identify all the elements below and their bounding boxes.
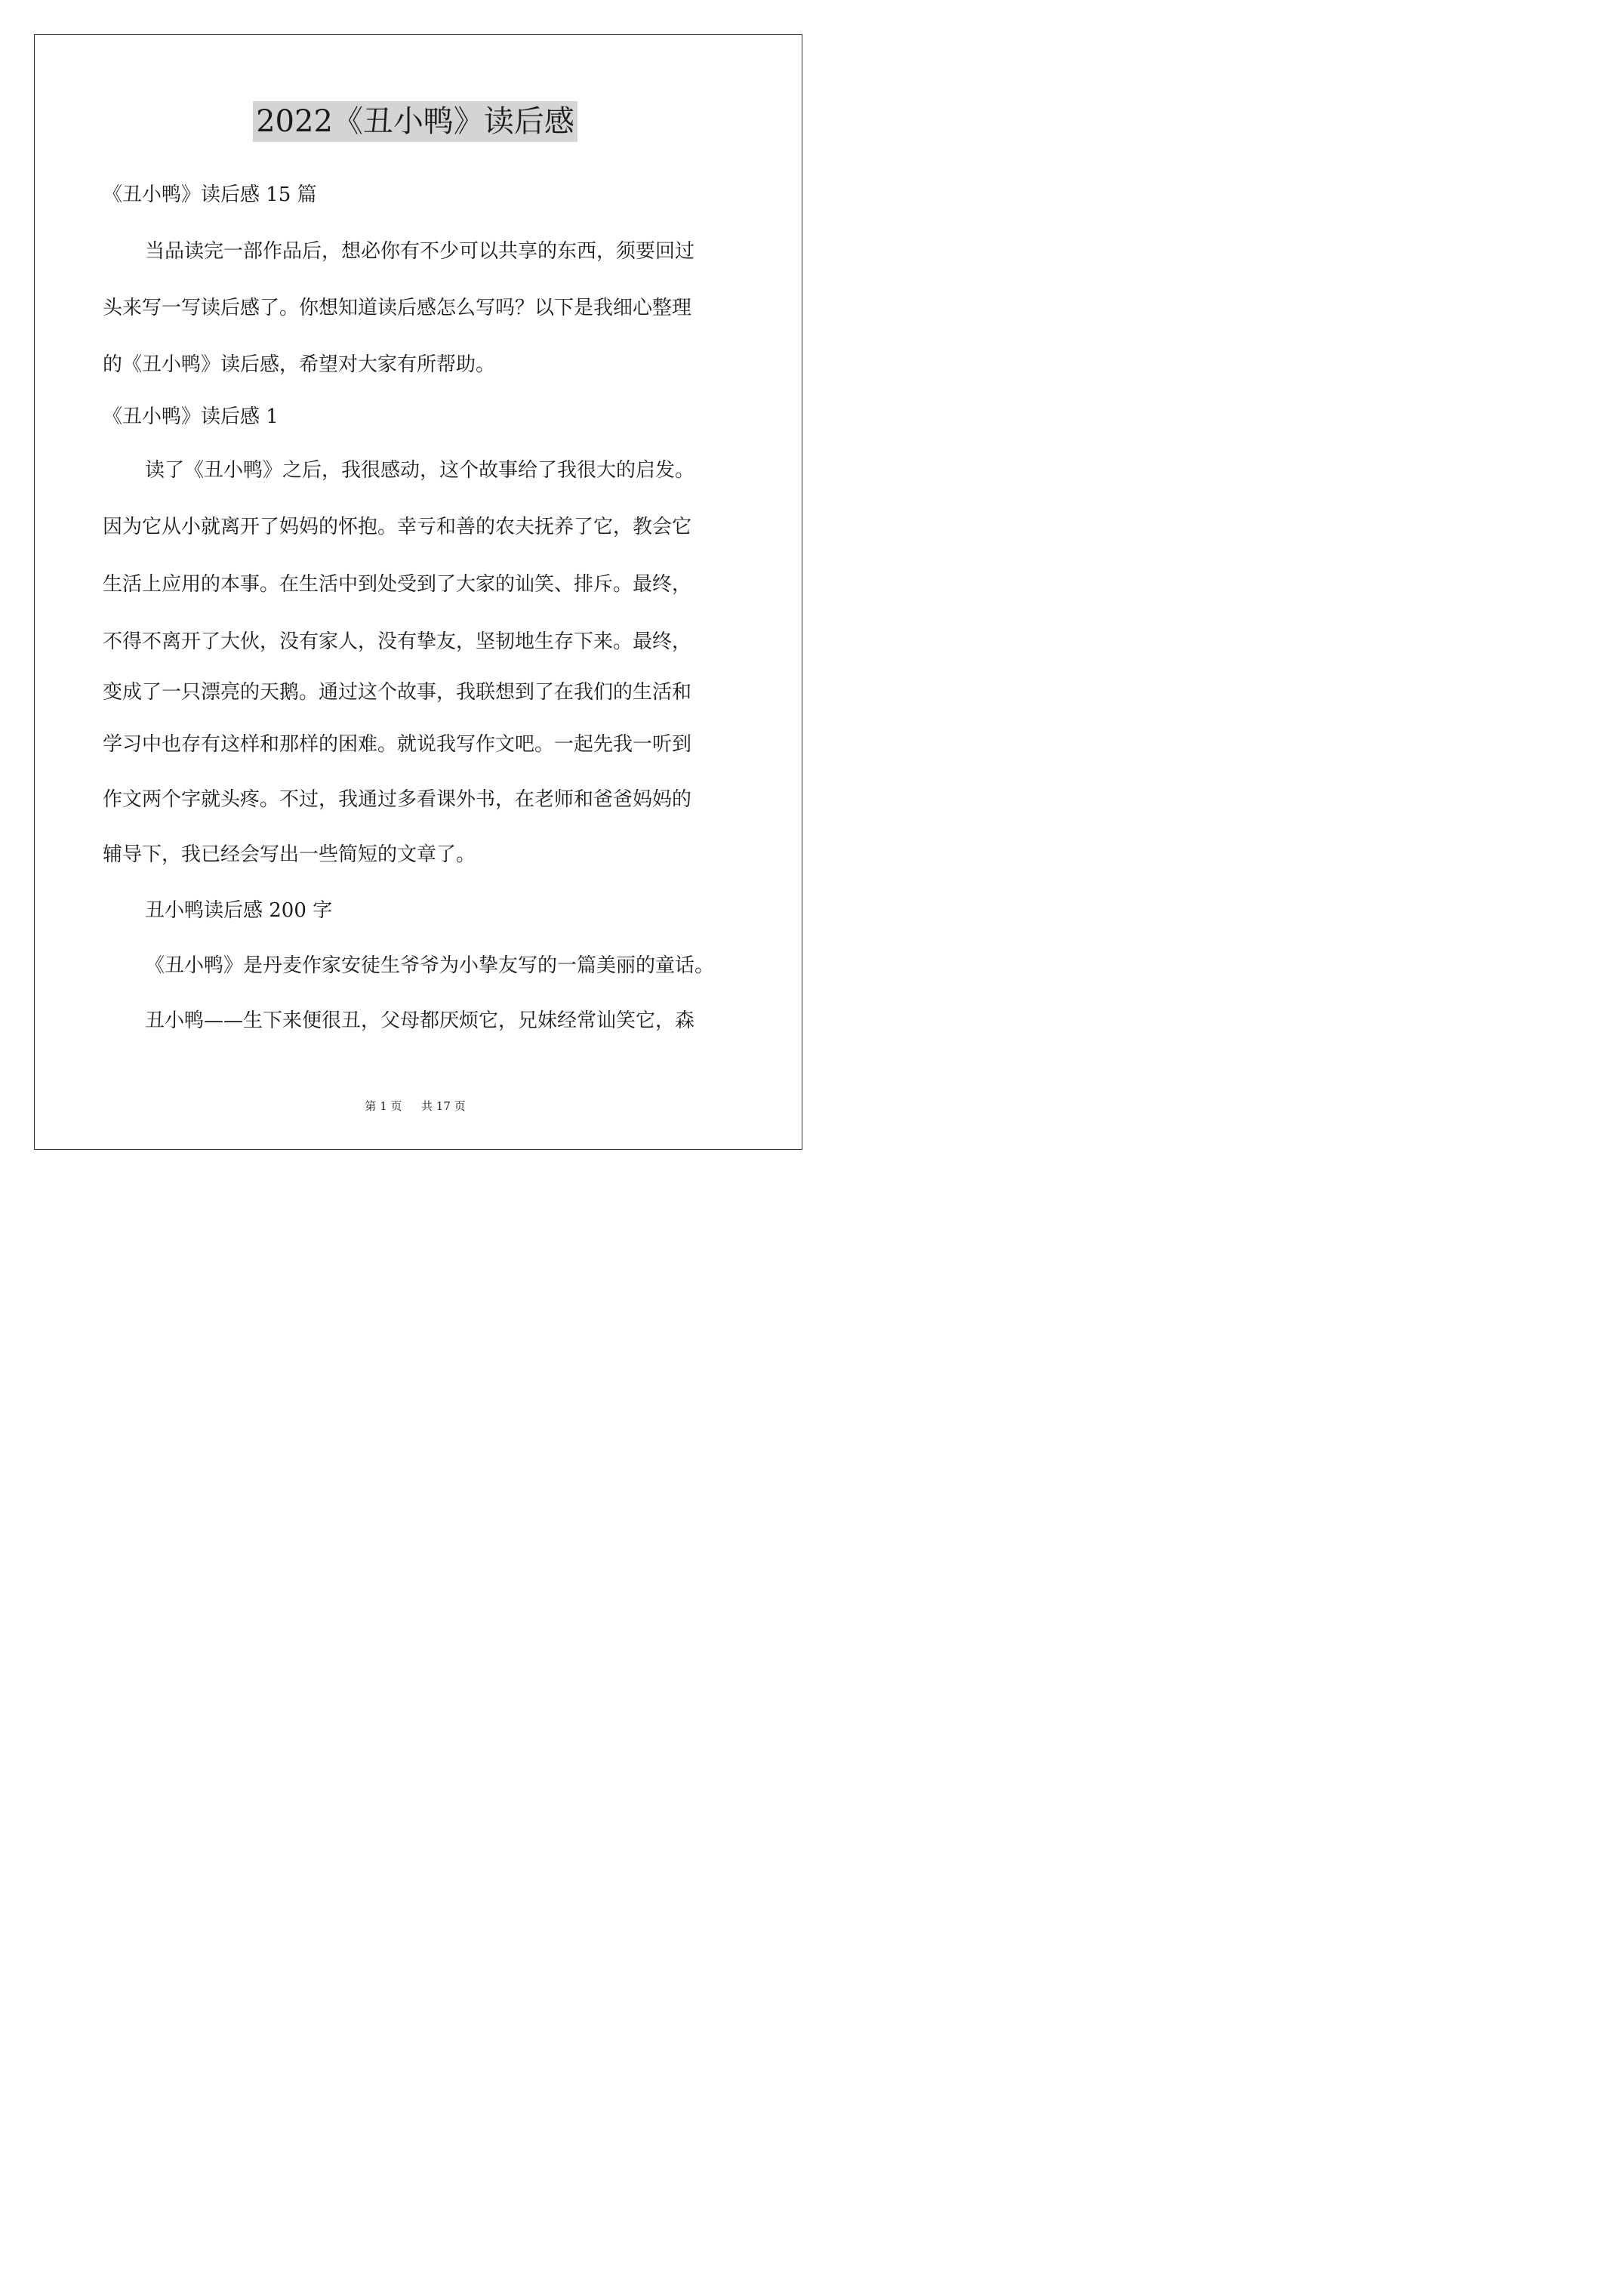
paragraph-line: 《丑小鸭》是丹麦作家安徒生爷爷为小挚友写的一篇美丽的童话。 bbox=[145, 954, 715, 977]
paragraph-line: 作文两个字就头疼。不过，我通过多看课外书，在老师和爸爸妈妈的 bbox=[103, 788, 692, 811]
section-heading: 《丑小鸭》读后感 1 bbox=[103, 405, 279, 428]
paragraph-line: 变成了一只漂亮的天鹅。通过这个故事，我联想到了在我们的生活和 bbox=[103, 681, 692, 704]
page-total: 共 17 页 bbox=[421, 1099, 466, 1113]
paragraph-line: 生活上应用的本事。在生活中到处受到了大家的讪笑、排斥。最终， bbox=[103, 573, 692, 596]
paragraph-line: 读了《丑小鸭》之后，我很感动，这个故事给了我很大的启发。 bbox=[145, 459, 695, 482]
paragraph-line: 辅导下，我已经会写出一些简短的文章了。 bbox=[103, 843, 476, 866]
page-footer bbox=[0, 1099, 830, 1114]
paragraph-line: 因为它从小就离开了妈妈的怀抱。幸亏和善的农夫抚养了它，教会它 bbox=[103, 516, 692, 538]
document-title: 2022《丑小鸭》读后感 bbox=[253, 101, 577, 142]
page-number: 第 1 页 bbox=[365, 1099, 402, 1113]
section-heading: 丑小鸭读后感 200 字 bbox=[145, 899, 333, 922]
paragraph-line: 的《丑小鸭》读后感，希望对大家有所帮助。 bbox=[103, 353, 496, 376]
paragraph-line: 当品读完一部作品后，想必你有不少可以共享的东西，须要回过 bbox=[145, 240, 695, 263]
paragraph-line: 丑小鸭——生下来便很丑，父母都厌烦它，兄妹经常讪笑它，森 bbox=[145, 1009, 695, 1032]
paragraph-line: 头来写一写读后感了。你想知道读后感怎么写吗？以下是我细心整理 bbox=[103, 297, 692, 319]
title-container bbox=[0, 101, 830, 142]
section-heading: 《丑小鸭》读后感 15 篇 bbox=[103, 183, 317, 206]
paragraph-line: 不得不离开了大伙，没有家人，没有挚友，坚韧地生存下来。最终， bbox=[103, 630, 692, 653]
paragraph-line: 学习中也存有这样和那样的困难。就说我写作文吧。一起先我一听到 bbox=[103, 733, 692, 756]
